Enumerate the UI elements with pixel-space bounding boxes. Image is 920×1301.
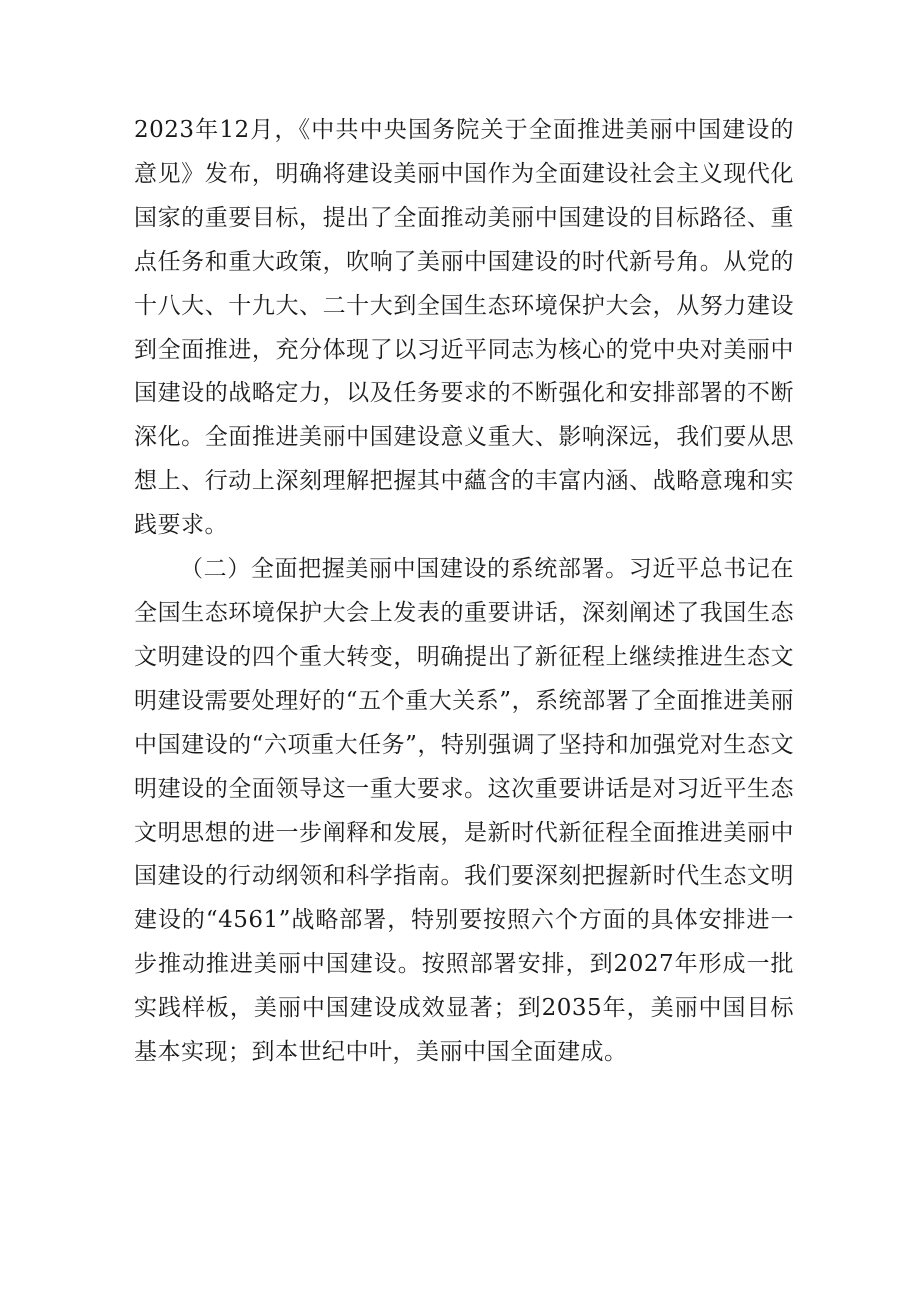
paragraph-section-2: （二）全面把握美丽中国建设的系统部署。习近平总书记在全国生态环境保护大会上发表的重要讲话，深刻阐述了我国生态文明建设的四个重大转变，明确提出了新征程上继续推进生态文明建设需要处理好的“五个重大关系”，系统部署了全面推进美丽中国建设的“六项重大任务”，特别强调了坚持和加强党对生态文明建设的全面领导这一重大要求。这次重要讲话是对习近平生态文明思想的进一步阐释和发展，是新时代新征程全面推进美丽中国建设的行动纲领和科学指南。我们要深刻把握新时代生态文明建设的“4561”战略部署，特别要按照六个方面的具体安排进一步推动推进美丽中国建设。按照部署安排，到2027年形成一批实践样板，美丽中国建设成效显著；到2035年，美丽中国目标基本实现；到本世纪中叶，美丽中国全面建成。 (134, 556, 794, 1066)
document-body (134, 109, 794, 1075)
paragraph-intro: 2023年12月，《中共中央国务院关于全面推进美丽中国建设的意见》发布，明确将建设美丽中国作为全面建设社会主义现代化国家的重要目标，提出了全面推动美丽中国建设的目标路径、重点任务和重大政策，吹响了美丽中国建设的时代新号角。从党的十八大、十九大、二十大到全国生态环境保护大会，从努力建设到全面推进，充分体现了以习近平同志为核心的党中央对美丽中国建设的战略定力，以及任务要求的不断强化和安排部署的不断深化。全面推进美丽中国建设意义重大、影响深远，我们要从思想上、行动上深刻理解把握其中蘊含的丰富内涵、战略意瑰和实践要求。 (134, 117, 794, 539)
